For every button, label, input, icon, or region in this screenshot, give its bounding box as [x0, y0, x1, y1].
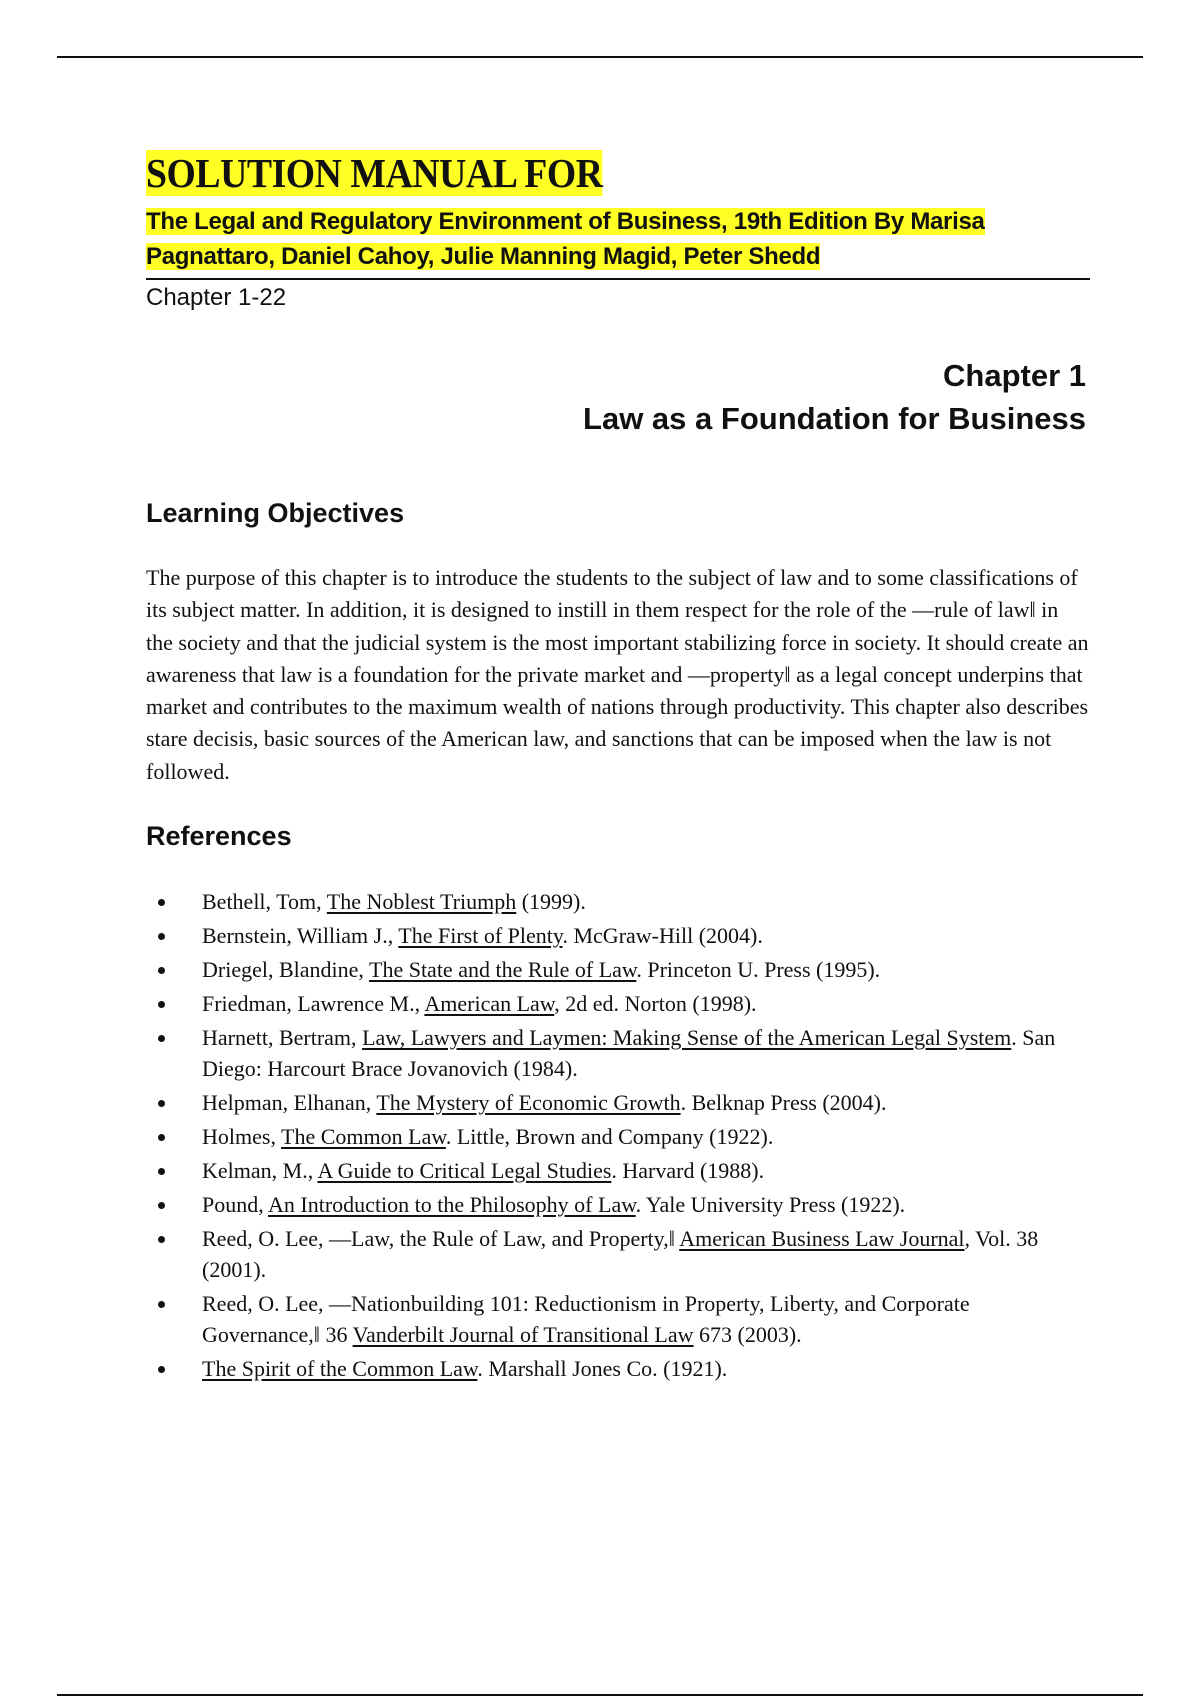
- document-title: [146, 148, 1014, 198]
- reference-details: , Vol. 38 (2001).: [202, 1226, 1039, 1283]
- reference-author: Reed, O. Lee, —Law, the Rule of Law, and Property,‖: [202, 1226, 680, 1252]
- reference-title: American Law: [424, 991, 555, 1017]
- reference-title: The Mystery of Economic Growth: [376, 1090, 681, 1116]
- reference-author: Friedman, Lawrence M.,: [202, 991, 425, 1017]
- reference-details: . Little, Brown and Company (1922).: [445, 1124, 774, 1150]
- chapter-range: Chapter 1-22: [146, 284, 287, 311]
- reference-details: . Belknap Press (2004).: [680, 1090, 887, 1116]
- reference-item: [146, 1223, 1090, 1285]
- bullet-icon: [158, 899, 165, 906]
- reference-item: [146, 1353, 1090, 1384]
- reference-author: Harnett, Bertram,: [202, 1025, 363, 1051]
- document-subtitle: [146, 204, 1090, 280]
- reference-title: The Spirit of the Common Law: [202, 1356, 478, 1382]
- reference-item: [146, 954, 1090, 985]
- reference-title: American Business Law Journal: [679, 1226, 965, 1252]
- reference-item: [146, 1121, 1090, 1152]
- reference-title: The State and the Rule of Law: [369, 957, 637, 983]
- chapter-heading: [146, 354, 1090, 440]
- reference-author: Driegel, Blandine,: [202, 957, 369, 983]
- reference-title: The Noblest Triumph: [326, 889, 517, 915]
- reference-title: Vanderbilt Journal of Transitional Law: [352, 1322, 694, 1348]
- bullet-icon: [158, 1202, 165, 1209]
- reference-item: [146, 886, 1090, 917]
- references-list: [146, 886, 1090, 1384]
- chapter-title: Law as a Foundation for Business: [583, 401, 1086, 436]
- bullet-icon: [158, 933, 165, 940]
- reference-item: [146, 1189, 1090, 1220]
- bullet-icon: [158, 1366, 165, 1373]
- bullet-icon: [158, 1301, 165, 1308]
- reference-author: Pound,: [202, 1192, 269, 1218]
- reference-details: . Princeton U. Press (1995).: [636, 957, 881, 983]
- bullet-icon: [158, 967, 165, 974]
- bullet-icon: [158, 1001, 165, 1008]
- objectives-paragraph: The purpose of this chapter is to introduce the students to the subject of law and to some classifications of its subject matter. In addition, it is designed to instill in them respect for the role of the —rule of law‖ in the society and that the judicial system is the most important stabilizing force in society. It should create an awareness that law is a foundation for the private market and —property‖ as a legal concept underpins that market and contributes to the maximum wealth of nations through productivity. This chapter also describes stare decisis, basic sources of the American law, and sanctions that can be imposed when the law is not followed.: [146, 565, 1089, 784]
- reference-author: Helpman, Elhanan,: [202, 1090, 377, 1116]
- document-subtitle-text: The Legal and Regulatory Environment of Business, 19th Edition By Marisa Pagnattaro, Daniel Cahoy, Julie Manning Magid, Peter Shedd: [146, 208, 985, 270]
- bottom-rule: [57, 1694, 1143, 1696]
- bullet-icon: [158, 1100, 165, 1107]
- objectives-heading: Learning Objectives: [146, 498, 405, 528]
- reference-details: . San Diego: Harcourt Brace Jovanovich (1984).: [202, 1025, 1056, 1082]
- chapter-number: Chapter 1: [943, 358, 1086, 393]
- reference-title: Law, Lawyers and Laymen: Making Sense of the American Legal System: [362, 1025, 1012, 1051]
- bullet-icon: [158, 1168, 165, 1175]
- reference-author: Bernstein, William J.,: [202, 923, 399, 949]
- reference-details: 673 (2003).: [693, 1322, 802, 1348]
- reference-item: [146, 988, 1090, 1019]
- bullet-icon: [158, 1035, 165, 1042]
- bullet-icon: [158, 1236, 165, 1243]
- reference-details: . Marshall Jones Co. (1921).: [477, 1356, 728, 1382]
- document-title-text: SOLUTION MANUAL FOR: [146, 150, 603, 196]
- reference-title: A Guide to Critical Legal Studies: [317, 1158, 612, 1184]
- reference-item: [146, 1022, 1090, 1084]
- reference-item: [146, 1288, 1090, 1350]
- reference-title: The First of Plenty: [398, 923, 563, 949]
- reference-item: [146, 1087, 1090, 1118]
- reference-details: . Harvard (1988).: [611, 1158, 765, 1184]
- reference-author: Kelman, M.,: [202, 1158, 318, 1184]
- bullet-icon: [158, 1134, 165, 1141]
- reference-title: An Introduction to the Philosophy of Law: [268, 1192, 636, 1218]
- reference-details: . McGraw-Hill (2004).: [562, 923, 763, 949]
- reference-item: [146, 920, 1090, 951]
- reference-author: Reed, O. Lee, —Nationbuilding 101: Reductionism in Property, Liberty, and Corporate Governance,‖ 36: [202, 1291, 970, 1348]
- reference-title: The Common Law: [281, 1124, 446, 1150]
- top-rule: [57, 56, 1143, 58]
- reference-details: , 2d ed. Norton (1998).: [554, 991, 757, 1017]
- page-content: [146, 148, 1090, 1387]
- reference-details: . Yale University Press (1922).: [635, 1192, 906, 1218]
- reference-author: Bethell, Tom,: [202, 889, 327, 915]
- reference-author: Holmes,: [202, 1124, 282, 1150]
- reference-item: [146, 1155, 1090, 1186]
- references-heading: References: [146, 821, 292, 852]
- reference-details: (1999).: [516, 889, 586, 915]
